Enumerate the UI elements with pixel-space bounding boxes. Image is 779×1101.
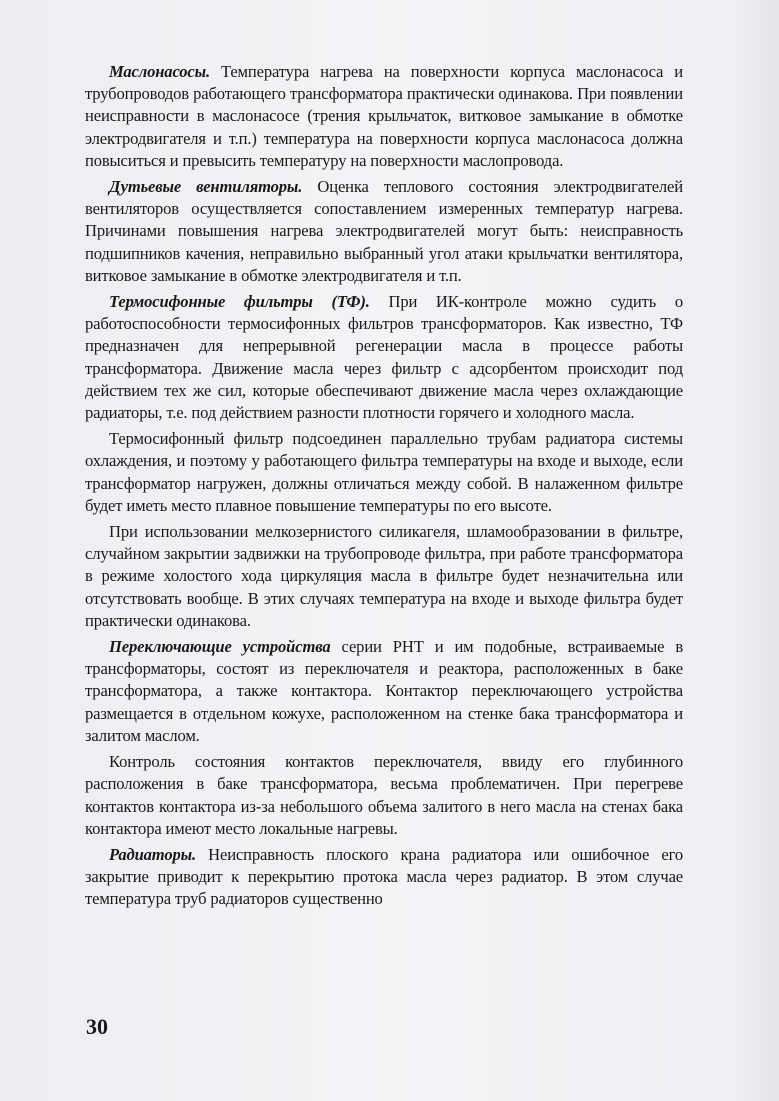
paragraph-text: При использовании мелкозернистого силикагеля, шламообразовании в фильтре, случайном закрытии задвижки на трубопроводе фильтра, при работе трансформатора в режиме холостого хода циркуляция масла в фильтре будет незначительна или отсутствовать вообще. В этих случаях температура на входе и выходе фильтра будет практически одинакова. <box>85 522 683 630</box>
paragraph-filter-connection <box>85 428 683 517</box>
paragraph-text: Неисправность плоского крана радиатора или ошибочное его закрытие приводит к перекрытию протока масла через радиатор. В этом случае температура труб радиаторов существенно <box>85 844 683 909</box>
paragraph-text: При ИК-контроле можно судить о работоспособности термосифонных фильтров трансформаторов. Как известно, ТФ предназначен для непрерывной регенерации масла в процессе работы трансформатора. Движение масла через фильтр с адсорбентом происходит под действием тех же сил, которые обеспечивают движение масла через охлаждающие радиаторы, т.е. под действием разности плотности горячего и холодного масла. <box>85 292 683 423</box>
paragraph-blower-fans <box>85 176 683 287</box>
paragraph-text: Контроль состояния контактов переключателя, ввиду его глубинного расположения в баке трансформатора, весьма проблематичен. При перегреве контактов контактора из-за небольшого объема залитого в него масла на стенах бака контактора имеют место локальные нагревы. <box>85 752 683 838</box>
paragraph-silica-gel <box>85 521 683 632</box>
paragraph-text: Температура нагрева на поверхности корпуса маслонасоса и трубопроводов работающего трансформатора практически одинакова. При появлении неисправности в маслонасосе (трения крыльчаток, витковое замыкание в обмотке электродвигателя и т.п.) температура на поверхности корпуса маслонасоса должна повыситься и превысить температуру на поверхности маслопровода. <box>85 62 683 170</box>
paragraph-radiators <box>85 844 683 911</box>
paragraph-text: серии РНТ и им подобные, встраиваемые в трансформаторы, состоят из переключателя и реактора, расположенных в баке трансформатора, а также контактора. Контактор переключающего устройства размещается в отдельном кожухе, расположенном на стенке бака трансформатора и залитом маслом. <box>85 637 683 745</box>
body-text <box>85 61 683 915</box>
heading-switching-devices: Переключающие устройства <box>109 637 331 657</box>
paragraph-text: Термосифонный фильтр подсоединен параллельно трубам радиатора системы охлаждения, и поэтому у работающего фильтра температуры на входе и выходе, если трансформатор нагружен, должны отличаться между собой. В налаженном фильтре будет иметь место плавное повышение температуры по его высоте. <box>85 429 683 515</box>
paragraph-contact-control <box>85 751 683 840</box>
page-number: 30 <box>86 1014 108 1039</box>
scan-edge-shade <box>739 0 779 1101</box>
paragraph-thermosiphon-filters <box>85 291 683 424</box>
heading-blower-fans: Дутьевые вентиляторы. <box>109 177 303 197</box>
heading-oil-pumps: Маслонасосы. <box>109 62 210 81</box>
heading-thermosiphon-filters: Термосифонные фильтры (ТФ). <box>109 292 370 312</box>
paragraph-text: Оценка теплового состояния электродвигателей вентиляторов осуществляется сопоставлением измеренных температур нагрева. Причинами повышения нагрева электродвигателей могут быть: неисправность подшипников качения, неправильно выбранный угол атаки крыльчатки вентилятора, витковое замыкание в обмотке электродвигателя и т.п. <box>85 177 683 285</box>
paragraph-switching-devices <box>85 636 683 747</box>
heading-radiators: Радиаторы. <box>109 844 197 864</box>
paragraph-oil-pumps <box>85 61 683 172</box>
